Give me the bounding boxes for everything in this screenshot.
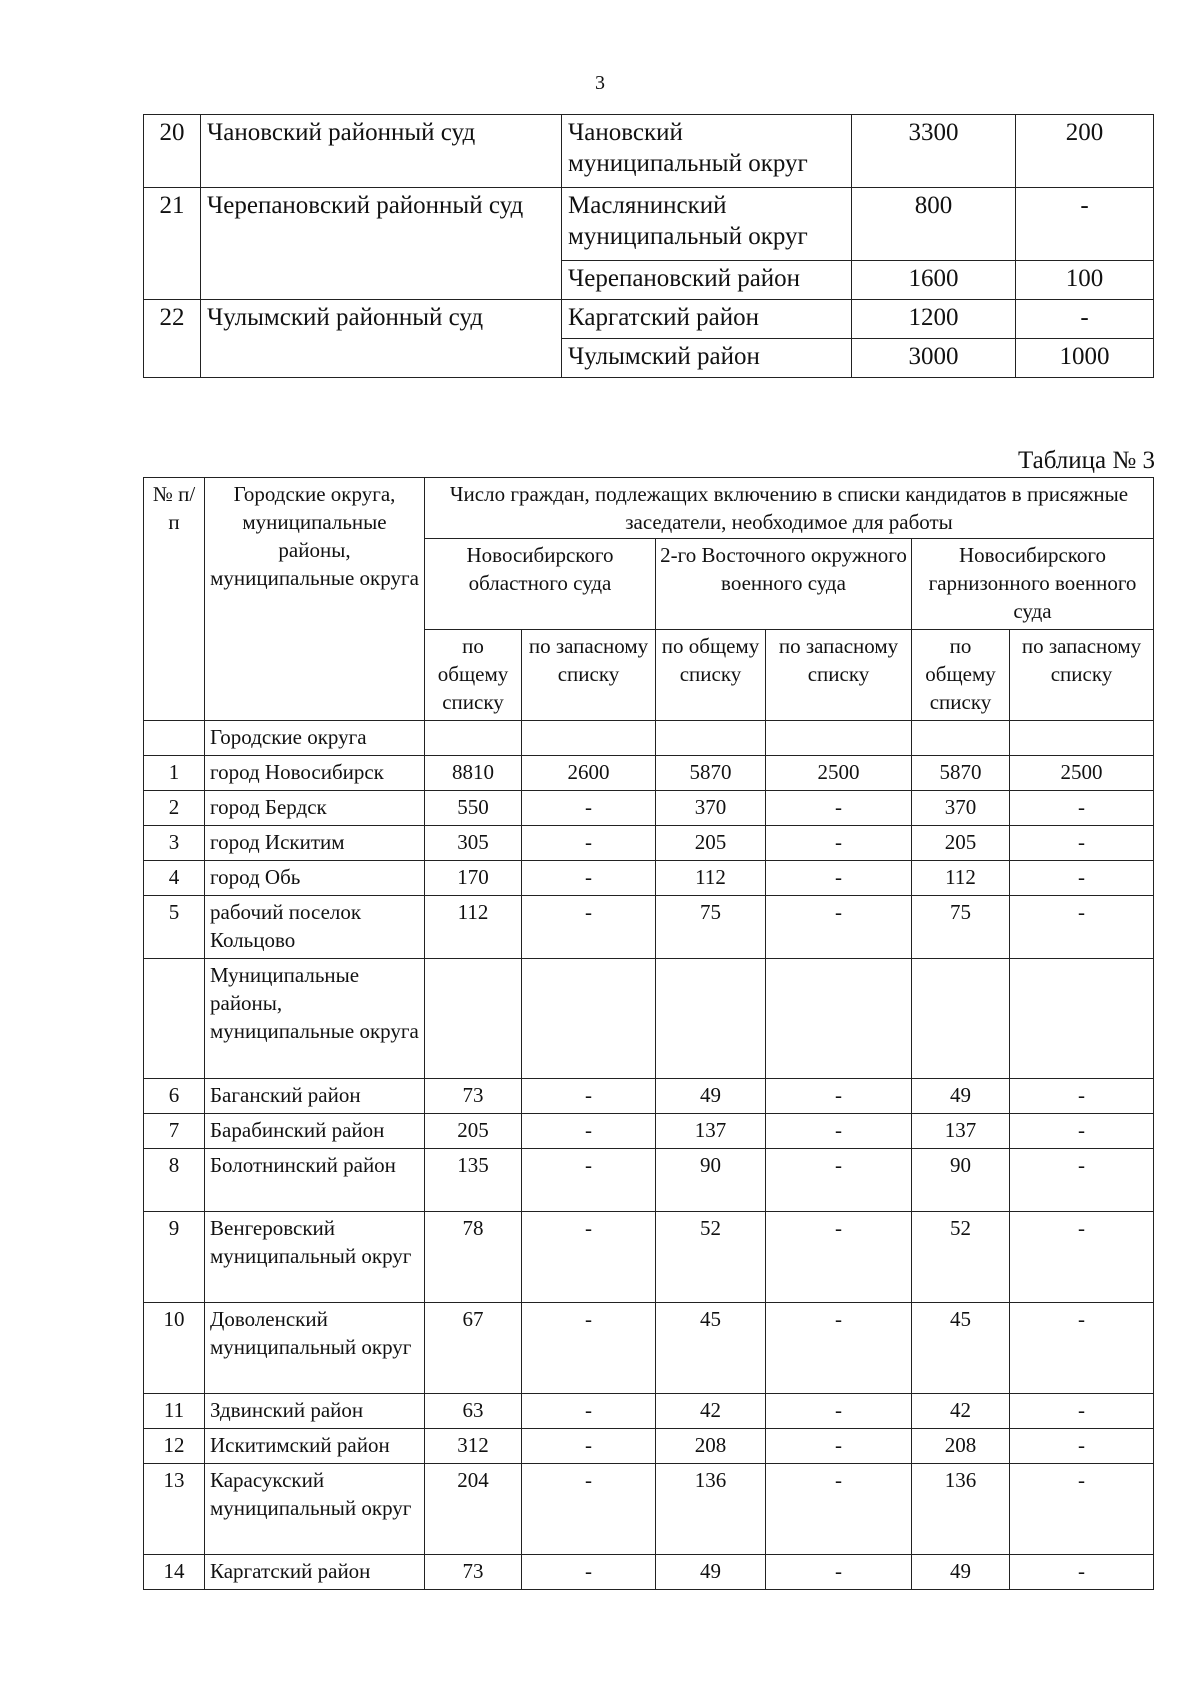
count-regional-reserve: - <box>522 826 656 861</box>
count-garrison-reserve: 2500 <box>1010 756 1154 791</box>
count-garrison-reserve: - <box>1010 896 1154 959</box>
row-number: 21 <box>144 188 201 300</box>
district-name: Чулымский район <box>562 339 852 378</box>
count-garrison-general: 136 <box>912 1464 1010 1555</box>
header-general: по общему списку <box>425 630 522 721</box>
row-number: 10 <box>144 1303 205 1394</box>
count-military-general: 137 <box>656 1114 766 1149</box>
row-number: 14 <box>144 1555 205 1590</box>
count-regional-reserve: - <box>522 861 656 896</box>
count-military-reserve: - <box>766 1464 912 1555</box>
table-row <box>144 300 1154 339</box>
count-regional-general: 67 <box>425 1303 522 1394</box>
count-military-general: 208 <box>656 1429 766 1464</box>
header-num: № п/п <box>144 478 205 721</box>
section-row <box>144 721 1154 756</box>
count-regional-reserve: - <box>522 1303 656 1394</box>
section-label: Муниципальные районы, муниципальные округа <box>205 959 425 1079</box>
court-name: Чулымский районный суд <box>201 300 562 378</box>
header-name: Городские округа, муниципальные районы, муниципальные округа <box>205 478 425 721</box>
count-regional-general: 170 <box>425 861 522 896</box>
district-name: Каргатский район <box>562 300 852 339</box>
territory-name: город Новосибирск <box>205 756 425 791</box>
table-row <box>144 826 1154 861</box>
count-garrison-reserve: - <box>1010 1079 1154 1114</box>
count-military-general: 49 <box>656 1079 766 1114</box>
courts-table <box>143 114 1154 378</box>
table-row <box>144 896 1154 959</box>
count-military-general: 90 <box>656 1149 766 1212</box>
count-regional-general: 204 <box>425 1464 522 1555</box>
count-garrison-reserve: - <box>1010 861 1154 896</box>
count-regional-reserve: - <box>522 896 656 959</box>
header-general: по общему списку <box>656 630 766 721</box>
table-row <box>144 188 1154 261</box>
row-number: 11 <box>144 1394 205 1429</box>
row-number: 2 <box>144 791 205 826</box>
territory-name: Карасукский муниципальный округ <box>205 1464 425 1555</box>
count-regional-general: 8810 <box>425 756 522 791</box>
territory-name: город Обь <box>205 861 425 896</box>
count-garrison-reserve: - <box>1010 1212 1154 1303</box>
territory-name: Болотнинский район <box>205 1149 425 1212</box>
general-count: 800 <box>852 188 1016 261</box>
section-label: Городские округа <box>205 721 425 756</box>
count-military-reserve: - <box>766 1429 912 1464</box>
count-military-reserve: - <box>766 1394 912 1429</box>
territory-name: Искитимский район <box>205 1429 425 1464</box>
row-number: 22 <box>144 300 201 378</box>
count-garrison-general: 52 <box>912 1212 1010 1303</box>
count-garrison-general: 370 <box>912 791 1010 826</box>
count-garrison-general: 75 <box>912 896 1010 959</box>
count-military-general: 52 <box>656 1212 766 1303</box>
table-row <box>144 1149 1154 1212</box>
count-regional-general: 73 <box>425 1555 522 1590</box>
count-military-general: 42 <box>656 1394 766 1429</box>
header-reserve: по запасному списку <box>766 630 912 721</box>
header-row <box>144 478 1154 539</box>
count-garrison-reserve: - <box>1010 1303 1154 1394</box>
territory-name: город Искитим <box>205 826 425 861</box>
table-row <box>144 1464 1154 1555</box>
table-row <box>144 1394 1154 1429</box>
table-row <box>144 1303 1154 1394</box>
count-regional-reserve: - <box>522 791 656 826</box>
count-military-reserve: - <box>766 1212 912 1303</box>
row-number: 4 <box>144 861 205 896</box>
count-garrison-general: 205 <box>912 826 1010 861</box>
header-court-garrison: Новосибирского гарнизонного военного суда <box>912 539 1154 630</box>
general-count: 1200 <box>852 300 1016 339</box>
header-court-military-district: 2-го Восточного окружного военного суда <box>656 539 912 630</box>
count-military-reserve: 2500 <box>766 756 912 791</box>
territory-name: Венгеровский муниципальный округ <box>205 1212 425 1303</box>
header-court-regional: Новосибирского областного суда <box>425 539 656 630</box>
count-military-reserve: - <box>766 1555 912 1590</box>
count-military-reserve: - <box>766 1303 912 1394</box>
count-garrison-general: 5870 <box>912 756 1010 791</box>
general-count: 3300 <box>852 115 1016 188</box>
count-military-reserve: - <box>766 1079 912 1114</box>
count-garrison-general: 45 <box>912 1303 1010 1394</box>
count-garrison-reserve: - <box>1010 1114 1154 1149</box>
count-garrison-general: 49 <box>912 1555 1010 1590</box>
count-regional-reserve: - <box>522 1114 656 1149</box>
count-garrison-reserve: - <box>1010 826 1154 861</box>
count-military-reserve: - <box>766 1114 912 1149</box>
table-row <box>144 1079 1154 1114</box>
header-main: Число граждан, подлежащих включению в списки кандидатов в присяжные заседатели, необходимое для работы <box>425 478 1154 539</box>
count-garrison-general: 90 <box>912 1149 1010 1212</box>
table-row <box>144 791 1154 826</box>
court-name: Чановский районный суд <box>201 115 562 188</box>
row-number: 1 <box>144 756 205 791</box>
count-regional-reserve: 2600 <box>522 756 656 791</box>
count-regional-reserve: - <box>522 1149 656 1212</box>
count-regional-general: 78 <box>425 1212 522 1303</box>
count-military-general: 112 <box>656 861 766 896</box>
reserve-count: 100 <box>1016 261 1154 300</box>
count-garrison-reserve: - <box>1010 791 1154 826</box>
table-row <box>144 1555 1154 1590</box>
count-garrison-general: 112 <box>912 861 1010 896</box>
count-military-reserve: - <box>766 791 912 826</box>
court-name: Черепановский районный суд <box>201 188 562 300</box>
general-count: 1600 <box>852 261 1016 300</box>
territory-name: рабочий поселок Кольцово <box>205 896 425 959</box>
count-military-reserve: - <box>766 1149 912 1212</box>
count-military-reserve: - <box>766 826 912 861</box>
table-row <box>144 115 1154 188</box>
section-row <box>144 959 1154 1079</box>
count-garrison-reserve: - <box>1010 1149 1154 1212</box>
count-military-general: 5870 <box>656 756 766 791</box>
table-row <box>144 1429 1154 1464</box>
page-number: 3 <box>595 72 605 94</box>
count-regional-reserve: - <box>522 1394 656 1429</box>
count-garrison-reserve: - <box>1010 1555 1154 1590</box>
count-garrison-reserve: - <box>1010 1464 1154 1555</box>
count-military-general: 75 <box>656 896 766 959</box>
count-military-general: 49 <box>656 1555 766 1590</box>
header-reserve: по запасному списку <box>1010 630 1154 721</box>
territory-name: Доволенский муниципальный округ <box>205 1303 425 1394</box>
count-regional-reserve: - <box>522 1429 656 1464</box>
row-number: 7 <box>144 1114 205 1149</box>
count-regional-general: 550 <box>425 791 522 826</box>
count-regional-general: 312 <box>425 1429 522 1464</box>
count-regional-general: 73 <box>425 1079 522 1114</box>
count-regional-reserve: - <box>522 1464 656 1555</box>
territory-name: Барабинский район <box>205 1114 425 1149</box>
header-general: по общему списку <box>912 630 1010 721</box>
territory-name: Здвинский район <box>205 1394 425 1429</box>
municipal-rows <box>144 1079 1154 1590</box>
row-number: 5 <box>144 896 205 959</box>
reserve-count: 1000 <box>1016 339 1154 378</box>
count-regional-general: 305 <box>425 826 522 861</box>
count-garrison-general: 42 <box>912 1394 1010 1429</box>
count-garrison-general: 137 <box>912 1114 1010 1149</box>
header-reserve: по запасному списку <box>522 630 656 721</box>
table-row <box>144 756 1154 791</box>
table-caption: Таблица № 3 <box>1017 447 1155 474</box>
count-military-general: 370 <box>656 791 766 826</box>
count-regional-reserve: - <box>522 1555 656 1590</box>
row-number: 6 <box>144 1079 205 1114</box>
count-regional-general: 135 <box>425 1149 522 1212</box>
count-regional-reserve: - <box>522 1212 656 1303</box>
count-military-general: 205 <box>656 826 766 861</box>
row-number: 9 <box>144 1212 205 1303</box>
count-regional-general: 205 <box>425 1114 522 1149</box>
row-number: 3 <box>144 826 205 861</box>
district-name: Чановский муниципальный округ <box>562 115 852 188</box>
table-row <box>144 1212 1154 1303</box>
row-number: 12 <box>144 1429 205 1464</box>
reserve-count: 200 <box>1016 115 1154 188</box>
district-name: Маслянинский муниципальный округ <box>562 188 852 261</box>
general-count: 3000 <box>852 339 1016 378</box>
count-garrison-reserve: - <box>1010 1429 1154 1464</box>
row-number: 13 <box>144 1464 205 1555</box>
territory-name: город Бердск <box>205 791 425 826</box>
row-number: 8 <box>144 1149 205 1212</box>
count-military-general: 45 <box>656 1303 766 1394</box>
territory-name: Каргатский район <box>205 1555 425 1590</box>
count-military-general: 136 <box>656 1464 766 1555</box>
count-military-reserve: - <box>766 896 912 959</box>
count-regional-general: 112 <box>425 896 522 959</box>
count-regional-reserve: - <box>522 1079 656 1114</box>
citizens-table <box>143 477 1154 1590</box>
table-row <box>144 1114 1154 1149</box>
count-garrison-reserve: - <box>1010 1394 1154 1429</box>
count-regional-general: 63 <box>425 1394 522 1429</box>
district-name: Черепановский район <box>562 261 852 300</box>
reserve-count: - <box>1016 300 1154 339</box>
table-row <box>144 861 1154 896</box>
count-military-reserve: - <box>766 861 912 896</box>
urban-rows <box>144 756 1154 959</box>
territory-name: Баганский район <box>205 1079 425 1114</box>
row-number: 20 <box>144 115 201 188</box>
count-garrison-general: 208 <box>912 1429 1010 1464</box>
count-garrison-general: 49 <box>912 1079 1010 1114</box>
reserve-count: - <box>1016 188 1154 261</box>
